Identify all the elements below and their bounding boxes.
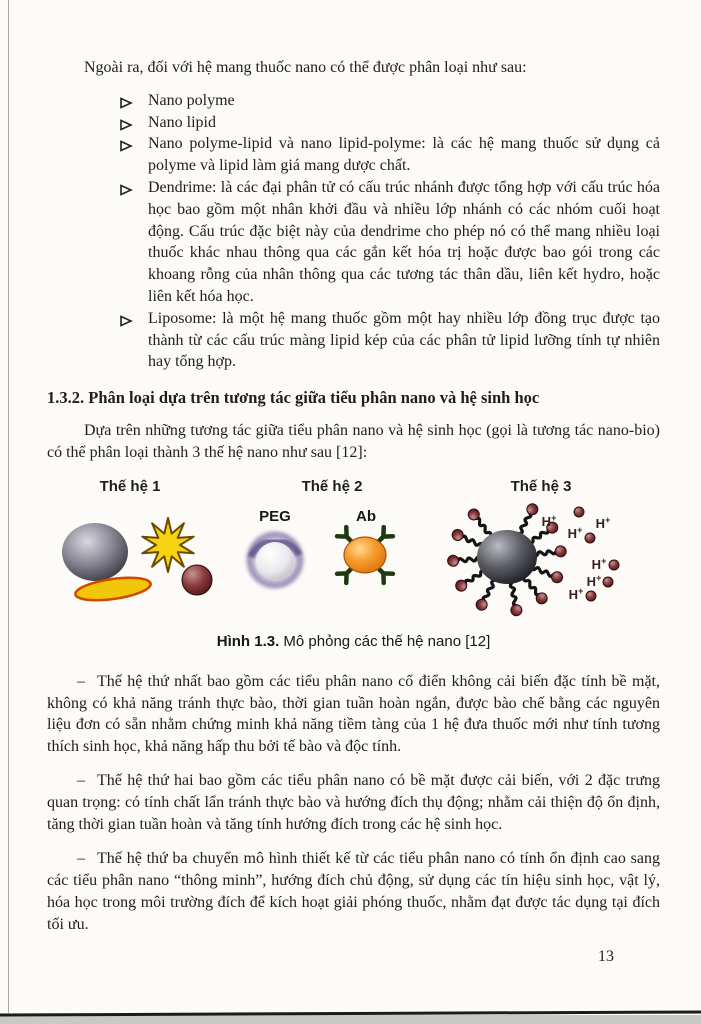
list-item [47, 308, 660, 373]
paragraph-text: Thế hệ thứ nhất bao gồm các tiểu phân nano cổ điển không cải biến đặc tính bề mặt, không có khả năng tránh thực bào, thời gian tuần hoàn ngắn, được bào chế bằng các nguyên liệu đơn có sẵn nhằm chứng minh khả năng tiềm tàng của 1 hệ đưa thuốc mới như tính tương thích sinh học, khả năng hấp thu bởi tế bào và độc tính. [47, 672, 660, 756]
generation-3-label: Thế hệ 3 [510, 477, 572, 495]
arrow-bullet-icon [120, 116, 133, 128]
antibody-conjugated-nanoparticle [344, 537, 386, 573]
list-item [47, 177, 660, 308]
figure-caption-text: Mô phỏng các thế hệ nano [12] [279, 632, 491, 650]
dash-marker: – [77, 771, 85, 789]
proton-ball [574, 507, 584, 517]
figure-caption [47, 633, 660, 650]
proton-ball [609, 560, 619, 570]
gen3-smart-nanoparticle [477, 530, 537, 584]
list-item-text: Liposome: là một hệ mang thuốc gồm một hay nhiều lớp đồng trục được tạo thành từ các cấu trúc màng lipid kép của các phân tử lipid lưỡng tính tự nhiên hay tổng hợp. [148, 309, 660, 371]
proton-ball [603, 577, 613, 587]
list-item [47, 90, 660, 112]
nano-carrier-list [47, 90, 660, 373]
gen1-red-nanoparticle [182, 565, 212, 595]
gen1-gray-nanoparticle [62, 523, 128, 581]
list-item-text: Nano lipid [148, 113, 216, 131]
paragraph-text: Thế hệ thứ hai bao gồm các tiểu phân nano có bề mặt được cải biến, với 2 đặc trưng quan trọng: có tính chất lẩn tránh thực bào và hướng đích thụ động; nhằm cải thiện độ ổn định, tăng thời gian tuần hoàn và tăng tính hướng đích trong các hệ sinh học. [47, 771, 660, 833]
generation-1-paragraph [47, 671, 660, 758]
figure-nano-generations [47, 476, 660, 654]
section-heading: 1.3.2. Phân loại dựa trên tương tác giữa tiểu phân nano và hệ sinh học [47, 388, 540, 408]
document-page-content [47, 0, 660, 936]
arrow-bullet-icon [120, 94, 133, 106]
gen1-star-particle [142, 518, 193, 572]
scan-background-strip [0, 1015, 701, 1024]
dash-marker: – [77, 672, 85, 690]
page-left-edge-line [8, 0, 9, 1013]
hplus-label: H+ [595, 514, 611, 531]
list-item [47, 112, 660, 134]
list-item [47, 133, 660, 177]
ab-label: Ab [356, 507, 376, 525]
lead-paragraph: Dựa trên những tương tác giữa tiểu phân nano và hệ sinh học (gọi là tương tác nano-bio) có thể phân loại thành 3 thế hệ nano như sau [12]: [47, 422, 660, 461]
figure-caption-number: Hình 1.3. [216, 632, 280, 650]
list-item-text: Nano polyme-lipid và nano lipid-polyme: là các hệ mang thuốc sử dụng cả polyme và lipid làm giá mang dược chất. [148, 135, 660, 175]
hplus-label: H+ [541, 512, 557, 529]
generation-3-paragraph [47, 848, 660, 935]
list-item-text: Nano polyme [148, 91, 235, 109]
arrow-bullet-icon [120, 181, 133, 193]
nano-generations-illustration [30, 495, 670, 645]
hplus-label: H+ [586, 572, 602, 589]
arrow-bullet-icon [120, 137, 133, 149]
paragraph-text: Thế hệ thứ ba chuyển mô hình thiết kế từ các tiểu phân nano có tính ổn định cao sang các tiểu phân nano “thông minh”, hướng đích chủ động, sử dụng các tín hiệu sinh học, vật lý, hóa học trong môi trường đích để kích hoạt giải phóng thuốc, nhằm đạt được tác dụng tại đích tối ưu. [47, 850, 660, 933]
generation-1-label: Thế hệ 1 [99, 477, 161, 495]
generation-2-paragraph [47, 770, 660, 835]
page-number: 13 [598, 948, 614, 965]
intro-paragraph: Ngoài ra, đối với hệ mang thuốc nano có thể được phân loại như sau: [84, 59, 527, 76]
peg-coated-nanoparticle [256, 542, 294, 580]
peg-label: PEG [259, 507, 291, 525]
proton-ball [586, 591, 596, 601]
arrow-bullet-icon [120, 312, 133, 324]
hplus-label: H+ [567, 524, 583, 541]
list-item-text: Dendrime: là các đại phân tử có cấu trúc nhánh được tổng hợp với cấu trúc hóa học bao gồm một nhân khởi đầu và nhiều lớp nhánh có các nhóm cuối hoạt động. Cấu trúc đặc biệt này của dendrime cho phép nó có thể mang nhiều loại thuốc khác nhau thông qua các gắn kết hóa trị hoặc được bao gói trong các khoang rỗng của nhân thông qua các tương tác thân dầu, liên kết hydro, hoặc liên kết hóa học. [148, 178, 660, 305]
hplus-label: H+ [568, 585, 584, 602]
generation-2-label: Thế hệ 2 [301, 477, 363, 495]
proton-ball [585, 533, 595, 543]
dash-marker: – [77, 850, 85, 868]
hplus-label: H+ [591, 555, 607, 572]
